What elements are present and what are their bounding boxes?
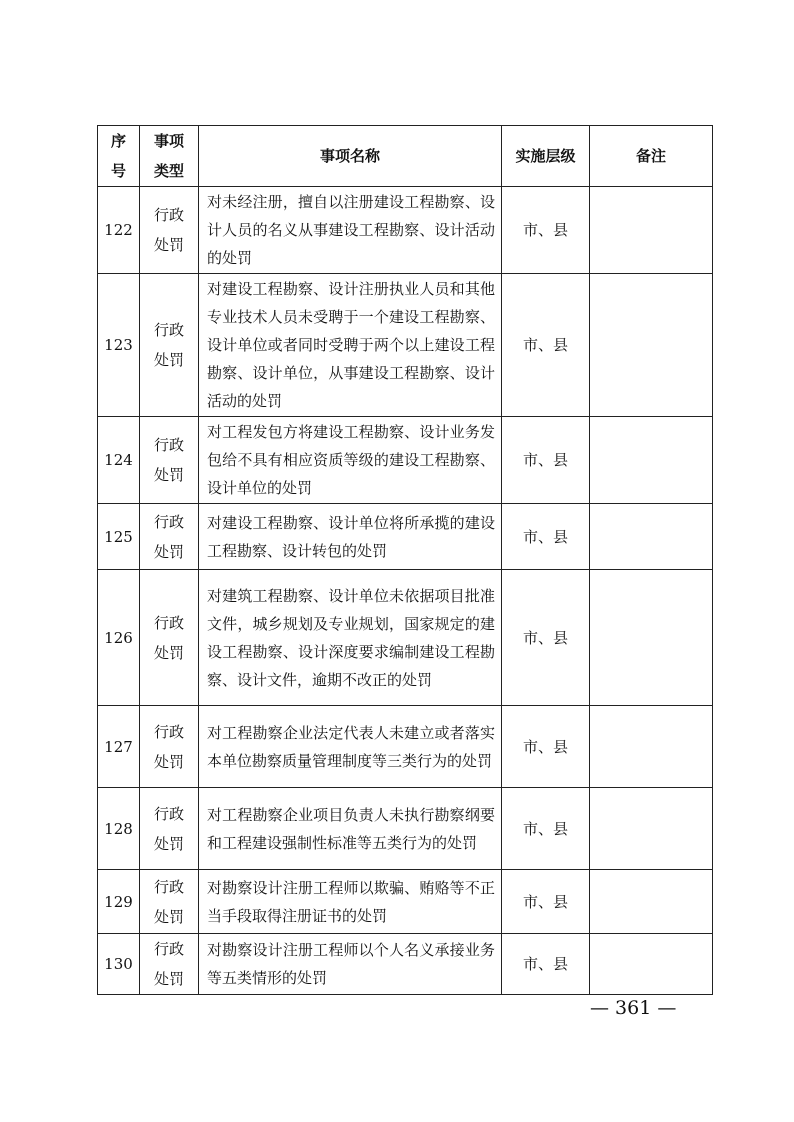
- row-level-cell: 市、县: [502, 934, 590, 995]
- table-row: [98, 570, 713, 706]
- row-type-text: 行政处罚: [153, 613, 184, 662]
- row-type-cell: [140, 706, 199, 788]
- row-type-cell: [140, 504, 199, 570]
- row-type-cell: [140, 417, 199, 504]
- row-type-text: 行政处罚: [153, 321, 184, 369]
- table-row: [98, 934, 713, 995]
- row-type-text: 行政处罚: [153, 940, 184, 988]
- row-name-cell: 对建设工程勘察、设计注册执业人员和其他专业技术人员未受聘于一个建设工程勘察、设计单位或者同时受聘于两个以上建设工程勘察、设计单位，从事建设工程勘察、设计活动的处罚: [199, 274, 502, 417]
- row-no-cell: 125: [98, 504, 140, 570]
- header-name: 事项名称: [199, 126, 502, 187]
- row-type-cell: [140, 934, 199, 995]
- page-number: — 361 —: [590, 997, 677, 1019]
- table-row: [98, 706, 713, 788]
- row-type-text: 行政处罚: [153, 804, 184, 853]
- row-no-cell: 127: [98, 706, 140, 788]
- row-note-cell: [590, 570, 713, 706]
- row-no-cell: 128: [98, 788, 140, 870]
- row-note-cell: [590, 934, 713, 995]
- row-level-cell: 市、县: [502, 570, 590, 706]
- header-level: 实施层级: [502, 126, 590, 187]
- table-body: [98, 187, 713, 995]
- row-no-cell: 122: [98, 187, 140, 274]
- row-level-cell: 市、县: [502, 706, 590, 788]
- row-type-text: 行政处罚: [153, 512, 184, 561]
- row-name-cell: 对勘察设计注册工程师以个人名义承接业务等五类情形的处罚: [199, 934, 502, 995]
- row-level-cell: 市、县: [502, 187, 590, 274]
- row-name-cell: 对工程发包方将建设工程勘察、设计业务发包给不具有相应资质等级的建设工程勘察、设计单位的处罚: [199, 417, 502, 504]
- table-header-row: [98, 126, 713, 187]
- row-level-cell: 市、县: [502, 274, 590, 417]
- header-no: 序号: [98, 126, 140, 187]
- row-level-cell: 市、县: [502, 417, 590, 504]
- row-level-cell: 市、县: [502, 870, 590, 934]
- row-note-cell: [590, 870, 713, 934]
- row-no-cell: 130: [98, 934, 140, 995]
- row-note-cell: [590, 788, 713, 870]
- row-type-cell: [140, 570, 199, 706]
- row-note-cell: [590, 504, 713, 570]
- row-type-cell: [140, 788, 199, 870]
- row-name-cell: 对建筑工程勘察、设计单位未依据项目批准文件，城乡规划及专业规划，国家规定的建设工程勘察、设计深度要求编制建设工程勘察、设计文件，逾期不改正的处罚: [199, 570, 502, 706]
- row-note-cell: [590, 706, 713, 788]
- row-name-cell: 对工程勘察企业法定代表人未建立或者落实本单位勘察质量管理制度等三类行为的处罚: [199, 706, 502, 788]
- row-no-cell: 126: [98, 570, 140, 706]
- row-note-cell: [590, 417, 713, 504]
- row-name-cell: 对工程勘察企业项目负责人未执行勘察纲要和工程建设强制性标准等五类行为的处罚: [199, 788, 502, 870]
- matters-table: [97, 125, 713, 995]
- row-type-text: 行政处罚: [153, 722, 184, 771]
- table-row: [98, 417, 713, 504]
- row-note-cell: [590, 187, 713, 274]
- row-level-cell: 市、县: [502, 788, 590, 870]
- row-name-cell: 对建设工程勘察、设计单位将所承揽的建设工程勘察、设计转包的处罚: [199, 504, 502, 570]
- row-no-cell: 129: [98, 870, 140, 934]
- row-no-cell: 123: [98, 274, 140, 417]
- row-type-text: 行政处罚: [153, 877, 184, 926]
- row-name-cell: 对勘察设计注册工程师以欺骗、贿赂等不正当手段取得注册证书的处罚: [199, 870, 502, 934]
- row-note-cell: [590, 274, 713, 417]
- table-row: [98, 870, 713, 934]
- row-type-text: 行政处罚: [153, 206, 184, 254]
- row-type-text: 行政处罚: [153, 436, 184, 484]
- row-name-cell: 对未经注册，擅自以注册建设工程勘察、设计人员的名义从事建设工程勘察、设计活动的处罚: [199, 187, 502, 274]
- row-level-cell: 市、县: [502, 504, 590, 570]
- header-type: 事项类型: [140, 126, 199, 187]
- header-note: 备注: [590, 126, 713, 187]
- row-no-cell: 124: [98, 417, 140, 504]
- table-row: [98, 274, 713, 417]
- table-row: [98, 504, 713, 570]
- row-type-cell: [140, 274, 199, 417]
- table-row: [98, 187, 713, 274]
- table-row: [98, 788, 713, 870]
- row-type-cell: [140, 870, 199, 934]
- row-type-cell: [140, 187, 199, 274]
